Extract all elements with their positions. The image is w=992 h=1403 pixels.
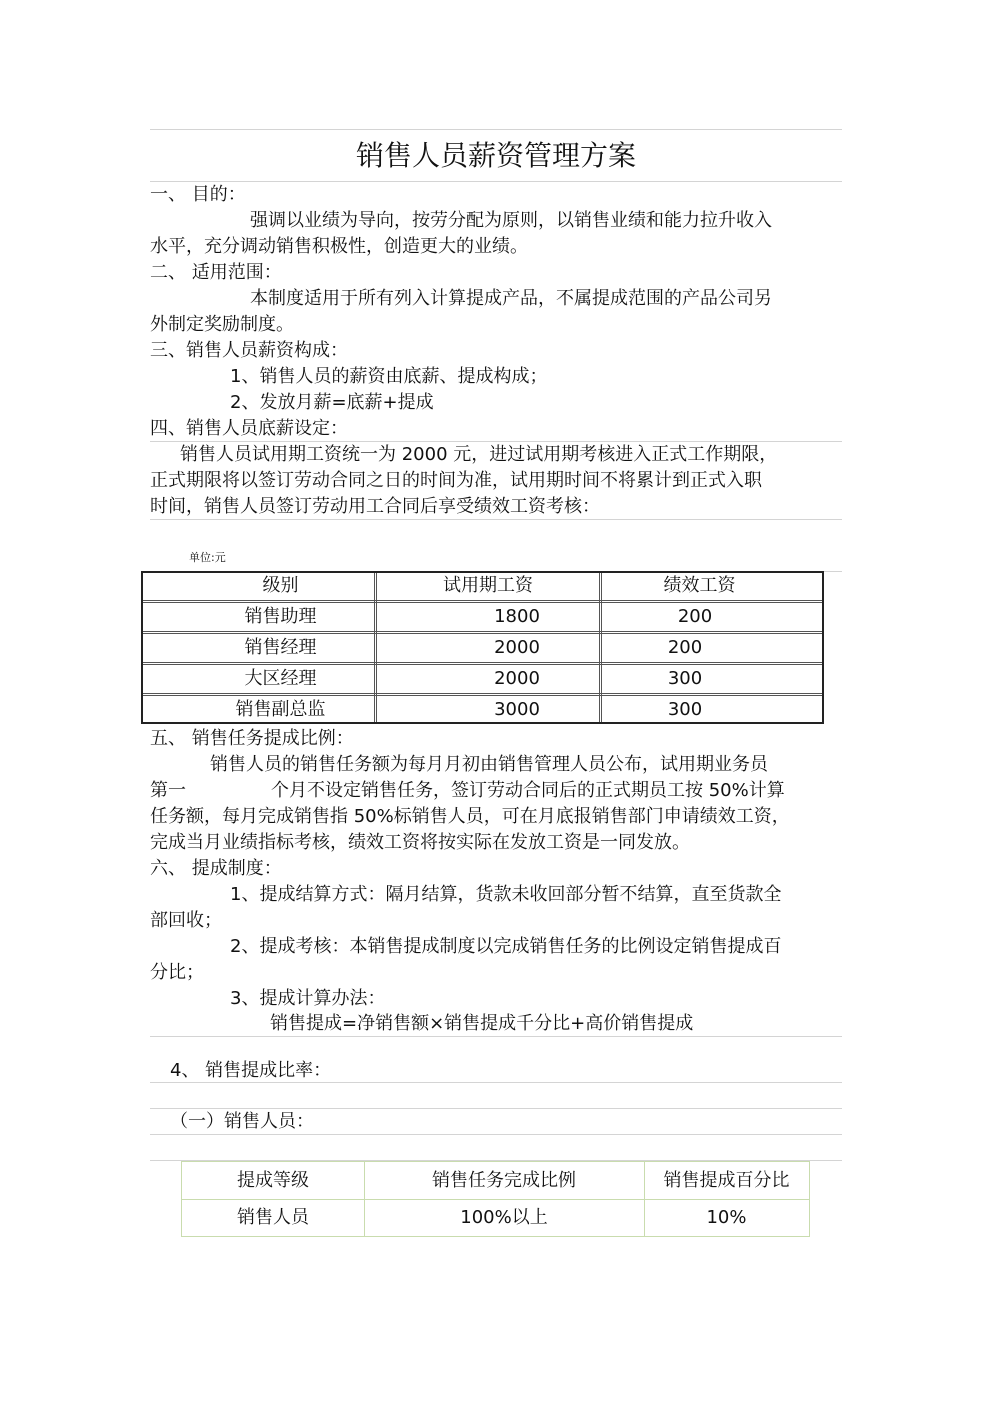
table2-cell: 100%以上: [460, 1207, 548, 1228]
s5-line2a: 第一: [150, 780, 186, 801]
s2-line2: 外制定奖励制度。: [150, 314, 294, 335]
table-row: [143, 602, 822, 633]
table1-header-cell: 试用期工资: [443, 575, 533, 596]
table-row: [143, 633, 822, 664]
s1-line2: 水平，充分调动销售积极性，创造更大的业绩。: [150, 236, 528, 257]
salary-table: [141, 571, 824, 724]
s5-line3: 任务额，每月完成销售指 50%标销售人员，可在月底报销售部门申请绩效工资，: [150, 806, 790, 827]
s5-heading: 五、 销售任务提成比例：: [150, 728, 354, 749]
s6-item1-line1: 1、提成结算方式：隔月结算，货款未收回部分暂不结算，直至货款全: [230, 884, 782, 905]
s2-heading: 二、 适用范围：: [150, 262, 282, 283]
s6-item1-line2: 部回收；: [150, 910, 222, 931]
s1-line1: 强调以业绩为导向，按劳分配为原则，以销售业绩和能力拉升收入: [250, 210, 772, 231]
table2-row-divider: [182, 1199, 809, 1200]
table2-cell: 10%: [706, 1207, 747, 1228]
s5-line1: 销售人员的销售任务额为每月月初由销售管理人员公布，试用期业务员: [210, 754, 768, 775]
page-title: 销售人员薪资管理方案: [355, 139, 636, 172]
table1-cell: 300: [667, 668, 703, 689]
table2-header-cell: 提成等级: [237, 1170, 309, 1191]
table1-cell: 2000: [494, 668, 540, 689]
s3-heading: 三、销售人员薪资构成：: [150, 340, 348, 361]
s3-item2: 2、发放月薪=底薪+提成: [230, 392, 434, 413]
s4-line2: 正式期限将以签订劳动合同之日的时间为准，试用期时间不将累计到正式入职: [150, 470, 762, 491]
table1-cell: 大区经理: [244, 668, 317, 689]
table2-header-cell: 销售任务完成比例: [432, 1170, 576, 1191]
s4-heading: 四、销售人员底薪设定：: [150, 418, 348, 439]
table1-header-cell: 级别: [262, 575, 299, 596]
s4-line3: 时间，销售人员签订劳动用工合同后享受绩效工资考核：: [150, 496, 600, 517]
s6-sub1: （一）销售人员：: [170, 1111, 314, 1132]
table1-cell: 1800: [494, 606, 540, 627]
s6-heading: 六、 提成制度：: [150, 858, 282, 879]
table1-cell: 2000: [494, 637, 540, 658]
table2-cell: 销售人员: [237, 1207, 309, 1228]
s6-formula: 销售提成=净销售额×销售提成千分比+高价销售提成: [270, 1013, 694, 1034]
s6-item2-line1: 2、提成考核：本销售提成制度以完成销售任务的比例设定销售提成百: [230, 936, 782, 957]
s3-item1: 1、销售人员的薪资由底薪、提成构成；: [230, 366, 548, 387]
table2-header-cell: 销售提成百分比: [663, 1170, 790, 1191]
s4-line1: 销售人员试用期工资统一为 2000 元，进过试用期考核进入正式工作期限，: [180, 444, 778, 465]
table-row: [143, 695, 822, 726]
table1-unit: 单位:元: [189, 551, 226, 564]
table1-header-cell: 绩效工资: [663, 575, 736, 596]
table1-cell: 销售经理: [244, 637, 317, 658]
s6-item4: 4、 销售提成比率：: [170, 1060, 332, 1081]
table1-cell: 200: [667, 637, 703, 658]
table1-cell: 300: [667, 699, 703, 720]
table1-header-row: [143, 571, 822, 602]
table1-cell: 3000: [494, 699, 540, 720]
table-row: [143, 664, 822, 695]
s6-item3: 3、提成计算办法：: [230, 988, 386, 1009]
table1-cell: 销售副总监: [235, 699, 326, 720]
s5-line2b: 个月不设定销售任务，签订劳动合同后的正式期员工按 50%计算: [271, 780, 785, 801]
table1-cell: 200: [677, 606, 713, 627]
s2-line1: 本制度适用于所有列入计算提成产品，不属提成范围的产品公司另: [250, 288, 772, 309]
s6-item2-line2: 分比；: [150, 962, 204, 983]
table1-cell: 销售助理: [244, 606, 317, 627]
s1-heading: 一、 目的：: [150, 184, 246, 205]
s5-line4: 完成当月业绩指标考核，绩效工资将按实际在发放工资是一同发放。: [150, 832, 690, 853]
commission-table: [181, 1161, 810, 1237]
rule-under-title: [150, 181, 842, 182]
rule-top: [150, 129, 842, 130]
